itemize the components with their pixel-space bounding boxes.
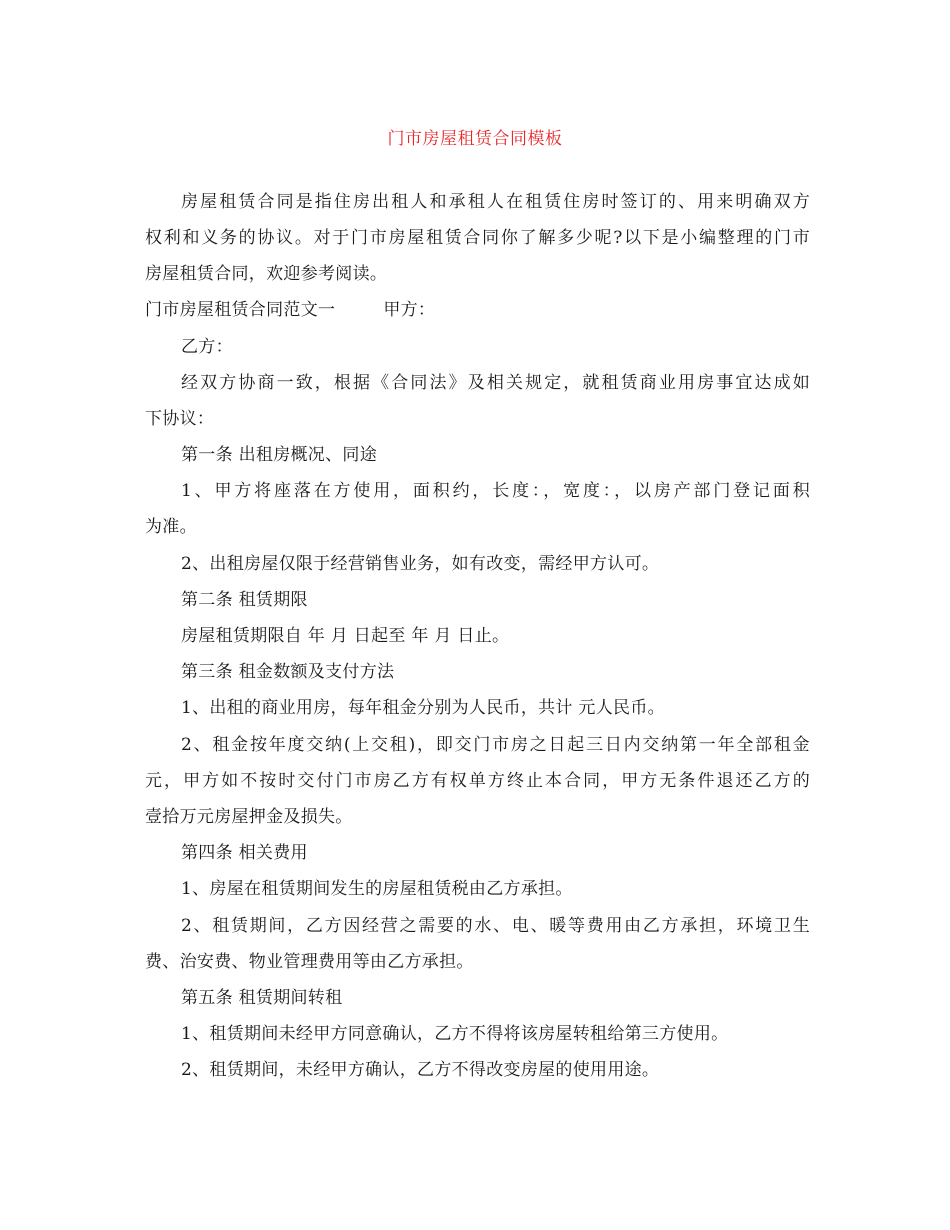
section-heading-sample-one: 门市房屋租赁合同范文一 bbox=[145, 300, 336, 320]
clause-line: 1、租赁期间未经甲方同意确认，乙方不得将该房屋转租给第三方使用。 bbox=[181, 1024, 729, 1044]
party-b-label: 乙方： bbox=[181, 337, 233, 357]
paragraph-line: 房屋租赁合同是指住房出租人和承租人在租赁住房时签订的、用来明确双方 bbox=[181, 192, 810, 212]
clause-line: 壹拾万元房屋押金及损失。 bbox=[145, 807, 353, 827]
article-heading: 第二条 租赁期限 bbox=[181, 590, 308, 610]
paragraph-line: 房屋租赁合同，欢迎参考阅读。 bbox=[145, 264, 388, 284]
article-heading: 第五条 租赁期间转租 bbox=[181, 988, 343, 1008]
paragraph-line: 经双方协商一致，根据《合同法》及相关规定，就租赁商业用房事宜达成如 bbox=[181, 373, 810, 393]
heading-line bbox=[145, 298, 435, 322]
party-a-label: 甲方： bbox=[383, 300, 436, 320]
clause-line: 2、租金按年度交纳(上交租)，即交门市房之日起三日内交纳第一年全部租金 bbox=[181, 735, 810, 755]
article-heading: 第一条 出租房概况、同途 bbox=[181, 445, 378, 465]
paragraph-line: 下协议： bbox=[145, 409, 215, 429]
clause-line: 1、房屋在租赁期间发生的房屋租赁税由乙方承担。 bbox=[181, 879, 573, 899]
clause-line: 2、租赁期间，未经甲方确认，乙方不得改变房屋的使用用途。 bbox=[181, 1060, 660, 1080]
clause-line: 2、出租房屋仅限于经营销售业务，如有改变，需经甲方认可。 bbox=[181, 554, 660, 574]
clause-line: 元，甲方如不按时交付门市房乙方有权单方终止本合同，甲方无条件退还乙方的 bbox=[145, 771, 810, 791]
clause-line: 房屋租赁期限自 年 月 日起至 年 月 日止。 bbox=[181, 626, 510, 646]
paragraph-line: 权利和义务的协议。对于门市房屋租赁合同你了解多少呢?以下是小编整理的门市 bbox=[145, 228, 810, 248]
clause-line: 费、治安费、物业管理费用等由乙方承担。 bbox=[145, 952, 474, 972]
article-heading: 第三条 租金数额及支付方法 bbox=[181, 662, 395, 682]
document-title: 门市房屋租赁合同模板 bbox=[387, 129, 563, 149]
clause-line: 为准。 bbox=[145, 517, 197, 537]
clause-line: 1、出租的商业用房，每年租金分别为人民币，共计 元人民币。 bbox=[181, 698, 665, 718]
article-heading: 第四条 相关费用 bbox=[181, 843, 308, 863]
clause-line: 2、租赁期间，乙方因经营之需要的水、电、暖等费用由乙方承担，环境卫生 bbox=[181, 916, 810, 936]
clause-line: 1、甲方将座落在方使用，面积约，长度：，宽度：，以房产部门登记面积 bbox=[181, 481, 810, 501]
